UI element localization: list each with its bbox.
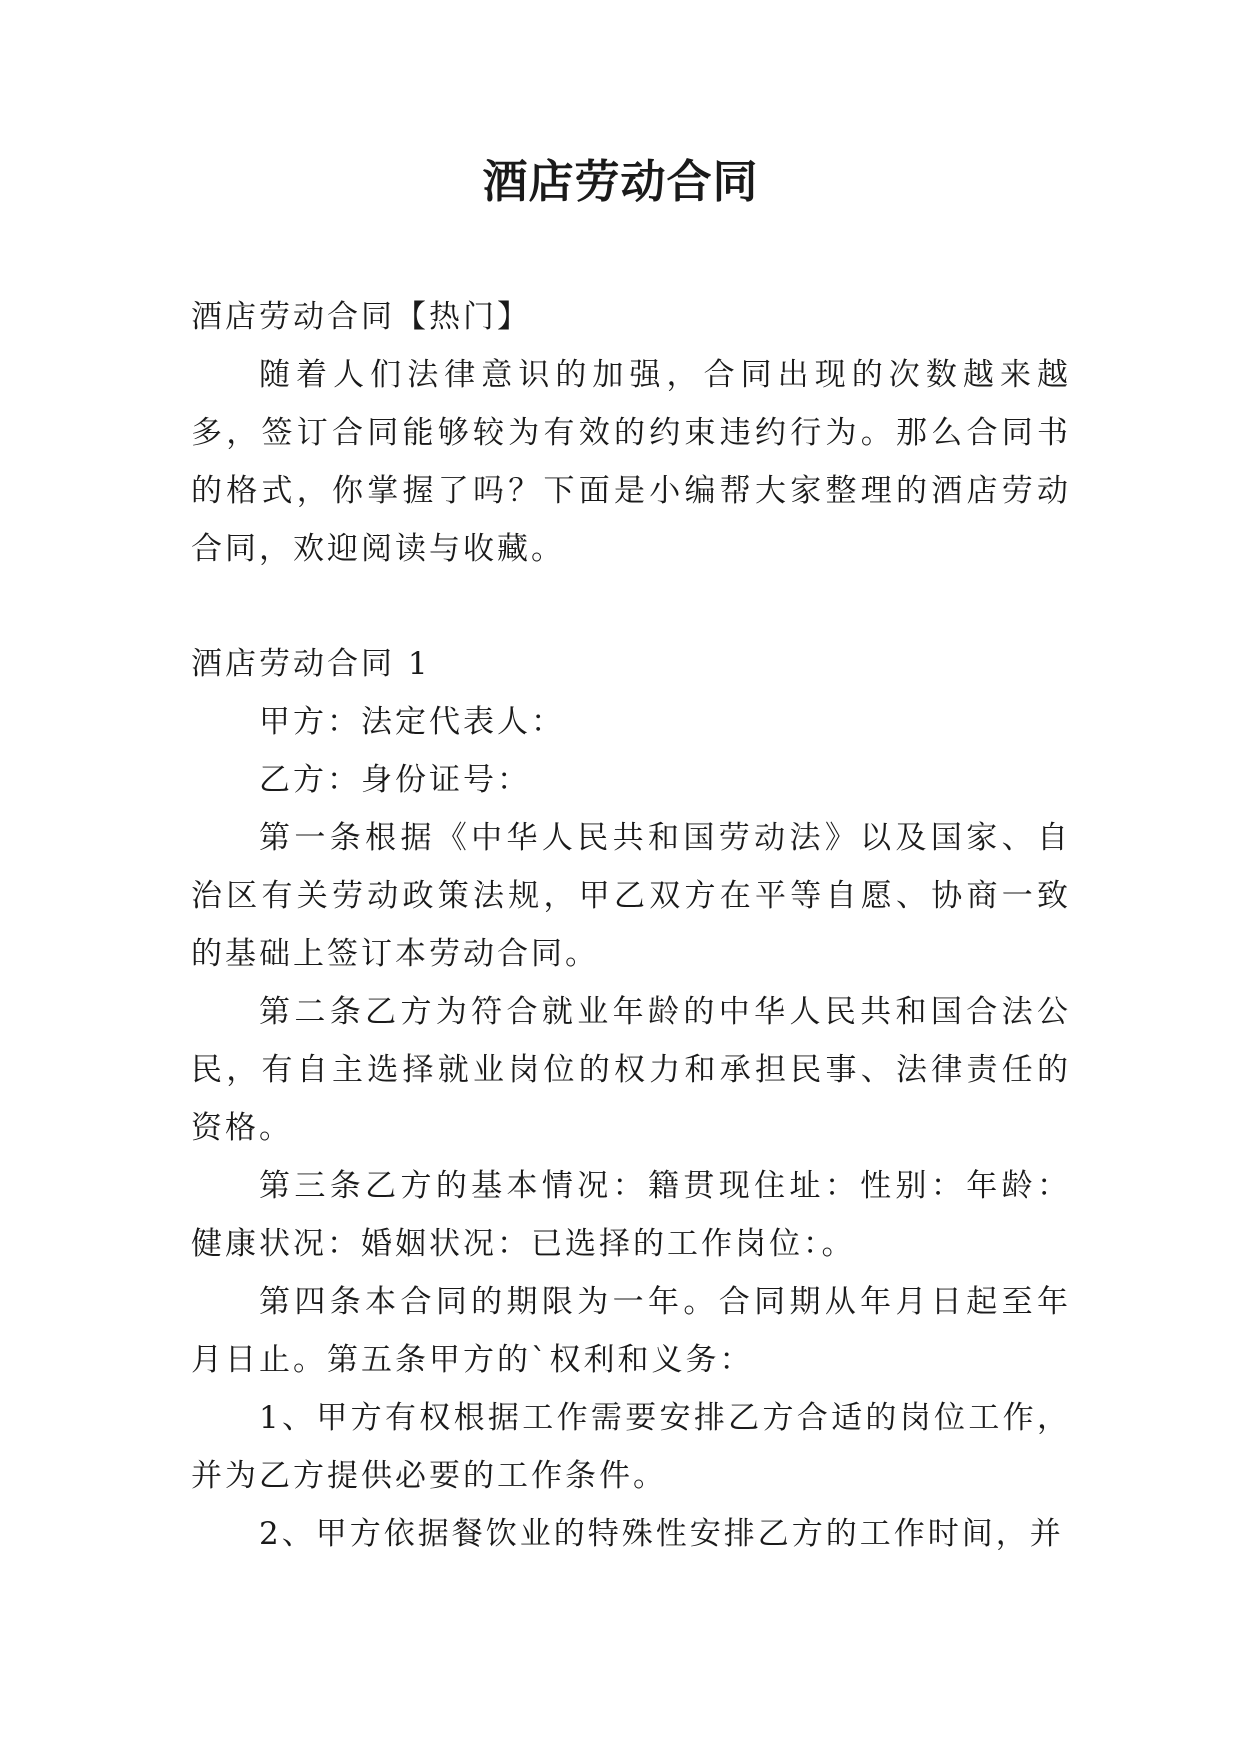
intro-paragraph: 随着人们法律意识的加强，合同出现的次数越来越多，签订合同能够较为有效的约束违约行为。那么合同书的格式，你掌握了吗？下面是小编帮大家整理的酒店劳动合同，欢迎阅读与收藏。 xyxy=(191,357,1071,567)
party-b-line: 乙方：身份证号： xyxy=(259,762,531,798)
item-1: 1、甲方有权根据工作需要安排乙方合适的岗位工作，并为乙方提供必要的工作条件。 xyxy=(191,1400,1071,1494)
article-2: 第二条乙方为符合就业年龄的中华人民共和国合法公民，有自主选择就业岗位的权力和承担民事、法律责任的资格。 xyxy=(191,994,1071,1146)
party-a-line: 甲方：法定代表人： xyxy=(259,704,565,740)
article-4: 第四条本合同的期限为一年。合同期从年月日起至年月日止。第五条甲方的`权利和义务： xyxy=(191,1284,1071,1378)
item-2: 2、甲方依据餐饮业的特殊性安排乙方的工作时间，并 xyxy=(259,1516,1064,1552)
article-1: 第一条根据《中华人民共和国劳动法》以及国家、自治区有关劳动政策法规，甲乙双方在平等自愿、协商一致的基础上签订本劳动合同。 xyxy=(191,820,1071,972)
document-body xyxy=(191,288,1071,1563)
section-heading: 酒店劳动合同 1 xyxy=(191,646,431,682)
document-title: 酒店劳动合同 xyxy=(482,155,759,208)
article-3: 第三条乙方的基本情况：籍贯现住址：性别：年龄：健康状况：婚姻状况：已选择的工作岗位：。 xyxy=(191,1168,1071,1262)
subtitle: 酒店劳动合同【热门】 xyxy=(191,299,531,335)
